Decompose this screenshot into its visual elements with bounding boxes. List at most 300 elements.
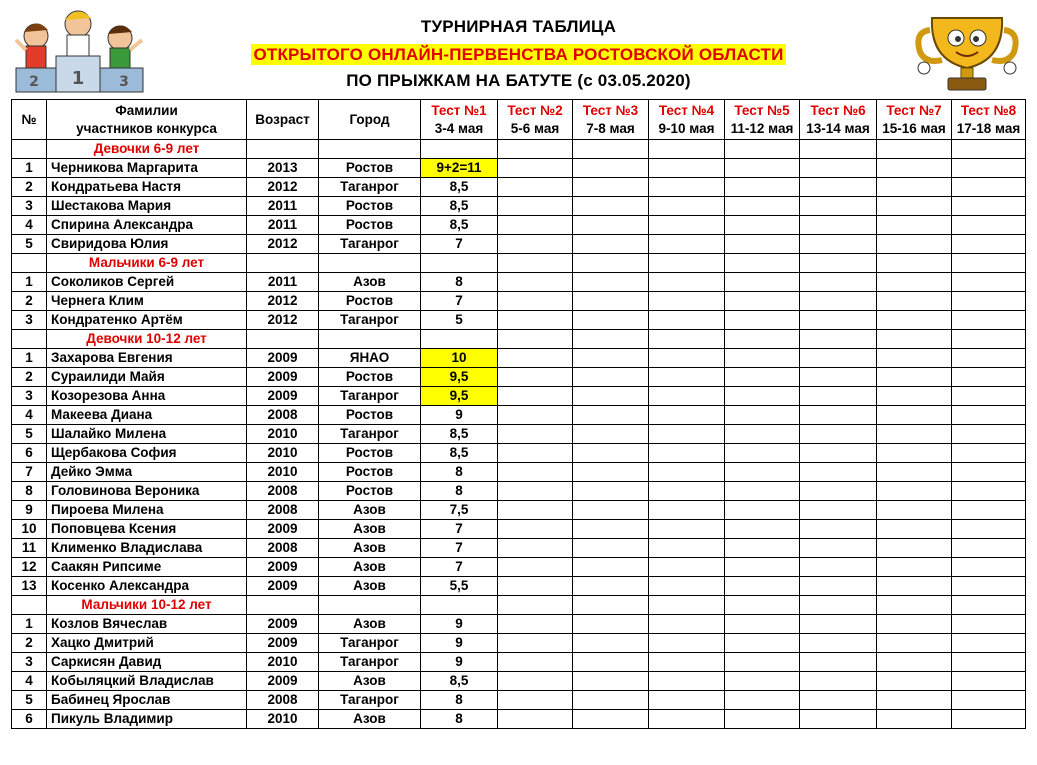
score-cell bbox=[573, 615, 649, 634]
row-number: 4 bbox=[12, 216, 47, 235]
participant-name: Косенко Александра bbox=[47, 577, 247, 596]
empty-cell bbox=[498, 140, 573, 159]
col-city: Город bbox=[319, 100, 421, 140]
row-number: 3 bbox=[12, 653, 47, 672]
score-cell bbox=[952, 539, 1026, 558]
group-num-cell bbox=[12, 140, 47, 159]
table-row bbox=[12, 311, 1026, 330]
test-label: Тест №7 bbox=[886, 102, 942, 118]
score-cell bbox=[952, 178, 1026, 197]
score-cell bbox=[952, 159, 1026, 178]
participant-name: Бабинец Ярослав bbox=[47, 691, 247, 710]
birth-year: 2009 bbox=[247, 349, 319, 368]
score-cell bbox=[725, 520, 800, 539]
test-1-score: 8,5 bbox=[421, 216, 498, 235]
score-cell bbox=[725, 159, 800, 178]
score-cell bbox=[877, 197, 952, 216]
col-test-6 bbox=[800, 100, 877, 140]
test-dates: 17-18 мая bbox=[956, 120, 1021, 136]
score-cell bbox=[800, 368, 877, 387]
score-cell bbox=[725, 425, 800, 444]
score-cell bbox=[573, 368, 649, 387]
score-cell bbox=[800, 558, 877, 577]
participant-name: Кондратьева Настя bbox=[47, 178, 247, 197]
row-number: 5 bbox=[12, 691, 47, 710]
col-name-line1: Фамилии bbox=[115, 102, 178, 118]
score-cell bbox=[877, 653, 952, 672]
score-cell bbox=[877, 425, 952, 444]
empty-cell bbox=[649, 254, 725, 273]
score-cell bbox=[573, 520, 649, 539]
score-cell bbox=[649, 520, 725, 539]
score-cell bbox=[952, 634, 1026, 653]
table-row bbox=[12, 672, 1026, 691]
row-number: 10 bbox=[12, 520, 47, 539]
col-name-line2: участников конкурса bbox=[76, 120, 217, 136]
city: Ростов bbox=[319, 197, 421, 216]
participant-name: Клименко Владислава bbox=[47, 539, 247, 558]
score-cell bbox=[952, 216, 1026, 235]
score-cell bbox=[498, 425, 573, 444]
test-1-score: 8,5 bbox=[421, 672, 498, 691]
score-cell bbox=[952, 444, 1026, 463]
empty-cell bbox=[498, 596, 573, 615]
score-cell bbox=[649, 159, 725, 178]
score-cell bbox=[498, 273, 573, 292]
score-cell bbox=[800, 273, 877, 292]
test-dates: 13-14 мая bbox=[806, 120, 870, 136]
participant-name: Саакян Рипсиме bbox=[47, 558, 247, 577]
table-row bbox=[12, 368, 1026, 387]
score-cell bbox=[649, 406, 725, 425]
score-cell bbox=[877, 349, 952, 368]
score-cell bbox=[649, 292, 725, 311]
table-row bbox=[12, 197, 1026, 216]
row-number: 12 bbox=[12, 558, 47, 577]
score-cell bbox=[498, 387, 573, 406]
test-label: Тест №5 bbox=[734, 102, 790, 118]
group-title: Мальчики 10-12 лет bbox=[47, 596, 247, 615]
score-cell bbox=[649, 482, 725, 501]
table-row bbox=[12, 406, 1026, 425]
score-cell bbox=[649, 558, 725, 577]
score-cell bbox=[498, 691, 573, 710]
score-cell bbox=[800, 159, 877, 178]
participant-name: Пироева Милена bbox=[47, 501, 247, 520]
score-cell bbox=[800, 425, 877, 444]
score-cell bbox=[877, 235, 952, 254]
table-row bbox=[12, 691, 1026, 710]
city: Таганрог bbox=[319, 387, 421, 406]
table-row bbox=[12, 520, 1026, 539]
score-cell bbox=[498, 178, 573, 197]
col-test-2 bbox=[498, 100, 573, 140]
score-cell bbox=[800, 216, 877, 235]
score-cell bbox=[498, 672, 573, 691]
score-cell bbox=[952, 482, 1026, 501]
score-cell bbox=[952, 349, 1026, 368]
group-header-row bbox=[12, 596, 1026, 615]
test-1-score: 5 bbox=[421, 311, 498, 330]
table-row bbox=[12, 482, 1026, 501]
col-test-5 bbox=[725, 100, 800, 140]
table-row bbox=[12, 501, 1026, 520]
row-number: 6 bbox=[12, 710, 47, 729]
city: Ростов bbox=[319, 292, 421, 311]
score-cell bbox=[725, 387, 800, 406]
score-cell bbox=[649, 577, 725, 596]
row-number: 8 bbox=[12, 482, 47, 501]
score-cell bbox=[952, 311, 1026, 330]
score-cell bbox=[498, 159, 573, 178]
city: Азов bbox=[319, 577, 421, 596]
participant-name: Щербакова София bbox=[47, 444, 247, 463]
birth-year: 2012 bbox=[247, 292, 319, 311]
group-num-cell bbox=[12, 254, 47, 273]
score-cell bbox=[800, 520, 877, 539]
city: Ростов bbox=[319, 159, 421, 178]
score-cell bbox=[573, 501, 649, 520]
score-cell bbox=[649, 691, 725, 710]
score-cell bbox=[800, 577, 877, 596]
score-cell bbox=[800, 349, 877, 368]
table-row bbox=[12, 425, 1026, 444]
score-cell bbox=[725, 444, 800, 463]
score-cell bbox=[649, 634, 725, 653]
test-1-score: 5,5 bbox=[421, 577, 498, 596]
score-cell bbox=[649, 539, 725, 558]
test-1-score: 7 bbox=[421, 292, 498, 311]
empty-cell bbox=[573, 596, 649, 615]
score-cell bbox=[573, 349, 649, 368]
empty-cell bbox=[877, 140, 952, 159]
empty-cell bbox=[800, 140, 877, 159]
score-cell bbox=[649, 463, 725, 482]
city: Таганрог bbox=[319, 178, 421, 197]
city: Таганрог bbox=[319, 691, 421, 710]
group-header-row bbox=[12, 140, 1026, 159]
empty-cell bbox=[421, 254, 498, 273]
score-cell bbox=[877, 634, 952, 653]
test-1-score: 8 bbox=[421, 463, 498, 482]
score-cell bbox=[800, 615, 877, 634]
empty-cell bbox=[573, 140, 649, 159]
table-row bbox=[12, 349, 1026, 368]
row-number: 11 bbox=[12, 539, 47, 558]
empty-cell bbox=[319, 596, 421, 615]
table-row bbox=[12, 292, 1026, 311]
score-cell bbox=[725, 539, 800, 558]
empty-cell bbox=[649, 596, 725, 615]
score-cell bbox=[725, 368, 800, 387]
score-cell bbox=[952, 463, 1026, 482]
participant-name: Чернега Клим bbox=[47, 292, 247, 311]
score-cell bbox=[800, 710, 877, 729]
score-cell bbox=[573, 197, 649, 216]
score-cell bbox=[877, 387, 952, 406]
test-label: Тест №4 bbox=[658, 102, 715, 118]
svg-text:3: 3 bbox=[119, 74, 129, 90]
score-cell bbox=[573, 653, 649, 672]
score-cell bbox=[800, 178, 877, 197]
score-cell bbox=[877, 216, 952, 235]
empty-cell bbox=[421, 596, 498, 615]
test-1-score: 7,5 bbox=[421, 501, 498, 520]
empty-cell bbox=[800, 330, 877, 349]
city: Азов bbox=[319, 501, 421, 520]
score-cell bbox=[952, 653, 1026, 672]
score-cell bbox=[800, 311, 877, 330]
participant-name: Поповцева Ксения bbox=[47, 520, 247, 539]
birth-year: 2011 bbox=[247, 216, 319, 235]
score-cell bbox=[877, 577, 952, 596]
city: Азов bbox=[319, 558, 421, 577]
score-cell bbox=[725, 482, 800, 501]
participant-name: Саркисян Давид bbox=[47, 653, 247, 672]
group-header-row bbox=[12, 330, 1026, 349]
score-cell bbox=[725, 634, 800, 653]
col-test-4 bbox=[649, 100, 725, 140]
score-cell bbox=[573, 235, 649, 254]
score-cell bbox=[952, 558, 1026, 577]
score-cell bbox=[877, 178, 952, 197]
participant-name: Спирина Александра bbox=[47, 216, 247, 235]
row-number: 4 bbox=[12, 672, 47, 691]
table-row bbox=[12, 539, 1026, 558]
col-num: № bbox=[12, 100, 47, 140]
row-number: 9 bbox=[12, 501, 47, 520]
score-cell bbox=[498, 520, 573, 539]
birth-year: 2009 bbox=[247, 615, 319, 634]
table-row bbox=[12, 558, 1026, 577]
birth-year: 2012 bbox=[247, 178, 319, 197]
birth-year: 2009 bbox=[247, 520, 319, 539]
empty-cell bbox=[725, 254, 800, 273]
score-cell bbox=[725, 292, 800, 311]
participant-name: Черникова Маргарита bbox=[47, 159, 247, 178]
col-test-8 bbox=[952, 100, 1026, 140]
participant-name: Хацко Дмитрий bbox=[47, 634, 247, 653]
row-number: 6 bbox=[12, 444, 47, 463]
row-number: 7 bbox=[12, 463, 47, 482]
score-cell bbox=[573, 178, 649, 197]
svg-text:1: 1 bbox=[71, 68, 85, 89]
score-cell bbox=[649, 425, 725, 444]
row-number: 13 bbox=[12, 577, 47, 596]
empty-cell bbox=[800, 596, 877, 615]
empty-cell bbox=[800, 254, 877, 273]
score-cell bbox=[800, 444, 877, 463]
test-dates: 5-6 мая bbox=[510, 120, 560, 136]
test-label: Тест №1 bbox=[431, 102, 487, 118]
test-label: Тест №6 bbox=[810, 102, 866, 118]
test-1-score: 10 bbox=[421, 349, 498, 368]
table-body bbox=[12, 140, 1026, 729]
city: Азов bbox=[319, 273, 421, 292]
row-number: 2 bbox=[12, 292, 47, 311]
score-cell bbox=[952, 235, 1026, 254]
group-header-row bbox=[12, 254, 1026, 273]
score-cell bbox=[877, 292, 952, 311]
empty-cell bbox=[877, 596, 952, 615]
table-row bbox=[12, 235, 1026, 254]
test-label: Тест №8 bbox=[960, 102, 1017, 118]
score-cell bbox=[725, 178, 800, 197]
row-number: 5 bbox=[12, 425, 47, 444]
table-row bbox=[12, 216, 1026, 235]
empty-cell bbox=[247, 330, 319, 349]
participant-name: Головинова Вероника bbox=[47, 482, 247, 501]
row-number: 2 bbox=[12, 368, 47, 387]
birth-year: 2008 bbox=[247, 482, 319, 501]
test-dates: 15-16 мая bbox=[882, 120, 946, 136]
score-cell bbox=[498, 235, 573, 254]
test-1-score: 8,5 bbox=[421, 178, 498, 197]
score-cell bbox=[573, 159, 649, 178]
score-cell bbox=[952, 197, 1026, 216]
birth-year: 2012 bbox=[247, 311, 319, 330]
score-cell bbox=[952, 520, 1026, 539]
birth-year: 2008 bbox=[247, 501, 319, 520]
score-cell bbox=[573, 387, 649, 406]
score-cell bbox=[800, 672, 877, 691]
birth-year: 2009 bbox=[247, 558, 319, 577]
score-cell bbox=[877, 539, 952, 558]
score-cell bbox=[952, 387, 1026, 406]
score-cell bbox=[952, 425, 1026, 444]
score-cell bbox=[649, 672, 725, 691]
empty-cell bbox=[952, 330, 1026, 349]
birth-year: 2008 bbox=[247, 691, 319, 710]
score-cell bbox=[877, 672, 952, 691]
score-cell bbox=[877, 691, 952, 710]
score-cell bbox=[877, 406, 952, 425]
score-cell bbox=[649, 444, 725, 463]
score-cell bbox=[498, 634, 573, 653]
city: Таганрог bbox=[319, 311, 421, 330]
participant-name: Шестакова Мария bbox=[47, 197, 247, 216]
test-1-score: 8 bbox=[421, 691, 498, 710]
city: Ростов bbox=[319, 482, 421, 501]
score-cell bbox=[725, 273, 800, 292]
row-number: 1 bbox=[12, 273, 47, 292]
birth-year: 2009 bbox=[247, 368, 319, 387]
score-cell bbox=[877, 273, 952, 292]
city: Ростов bbox=[319, 406, 421, 425]
score-cell bbox=[573, 482, 649, 501]
birth-year: 2010 bbox=[247, 710, 319, 729]
test-1-score: 7 bbox=[421, 520, 498, 539]
participant-name: Соколиков Сергей bbox=[47, 273, 247, 292]
score-cell bbox=[498, 482, 573, 501]
table-row bbox=[12, 710, 1026, 729]
birth-year: 2010 bbox=[247, 444, 319, 463]
test-1-score: 8,5 bbox=[421, 444, 498, 463]
test-1-score: 9,5 bbox=[421, 368, 498, 387]
score-cell bbox=[498, 349, 573, 368]
score-cell bbox=[649, 710, 725, 729]
score-cell bbox=[573, 292, 649, 311]
participant-name: Свиридова Юлия bbox=[47, 235, 247, 254]
group-num-cell bbox=[12, 330, 47, 349]
score-cell bbox=[649, 368, 725, 387]
table-row bbox=[12, 577, 1026, 596]
score-cell bbox=[725, 311, 800, 330]
score-cell bbox=[649, 197, 725, 216]
score-cell bbox=[952, 615, 1026, 634]
participant-name: Пикуль Владимир bbox=[47, 710, 247, 729]
test-1-score: 8,5 bbox=[421, 425, 498, 444]
score-cell bbox=[725, 615, 800, 634]
score-cell bbox=[877, 501, 952, 520]
table-row bbox=[12, 273, 1026, 292]
score-cell bbox=[498, 501, 573, 520]
table-row bbox=[12, 387, 1026, 406]
birth-year: 2008 bbox=[247, 539, 319, 558]
test-1-score: 9 bbox=[421, 406, 498, 425]
birth-year: 2010 bbox=[247, 463, 319, 482]
score-cell bbox=[649, 387, 725, 406]
empty-cell bbox=[649, 330, 725, 349]
score-cell bbox=[573, 444, 649, 463]
birth-year: 2009 bbox=[247, 387, 319, 406]
score-cell bbox=[877, 482, 952, 501]
score-cell bbox=[725, 653, 800, 672]
score-cell bbox=[800, 463, 877, 482]
score-cell bbox=[649, 178, 725, 197]
empty-cell bbox=[952, 254, 1026, 273]
city: ЯНАО bbox=[319, 349, 421, 368]
svg-text:2: 2 bbox=[29, 74, 39, 90]
test-1-score: 9,5 bbox=[421, 387, 498, 406]
score-cell bbox=[952, 368, 1026, 387]
score-cell bbox=[649, 235, 725, 254]
score-cell bbox=[649, 311, 725, 330]
score-cell bbox=[573, 425, 649, 444]
participant-name: Козлов Вячеслав bbox=[47, 615, 247, 634]
participant-name: Козорезова Анна bbox=[47, 387, 247, 406]
empty-cell bbox=[725, 140, 800, 159]
group-title: Мальчики 6-9 лет bbox=[47, 254, 247, 273]
test-1-score: 7 bbox=[421, 539, 498, 558]
city: Ростов bbox=[319, 463, 421, 482]
empty-cell bbox=[319, 330, 421, 349]
score-cell bbox=[498, 539, 573, 558]
birth-year: 2010 bbox=[247, 425, 319, 444]
participant-name: Кондратенко Артём bbox=[47, 311, 247, 330]
page-title: ТУРНИРНАЯ ТАБЛИЦА bbox=[420, 17, 617, 36]
score-cell bbox=[800, 501, 877, 520]
empty-cell bbox=[725, 596, 800, 615]
score-cell bbox=[725, 197, 800, 216]
test-1-score: 9 bbox=[421, 615, 498, 634]
city: Азов bbox=[319, 539, 421, 558]
city: Таганрог bbox=[319, 425, 421, 444]
row-number: 5 bbox=[12, 235, 47, 254]
row-number: 2 bbox=[12, 178, 47, 197]
score-cell bbox=[498, 311, 573, 330]
col-test-7 bbox=[877, 100, 952, 140]
col-test-1 bbox=[421, 100, 498, 140]
score-cell bbox=[498, 197, 573, 216]
city: Азов bbox=[319, 615, 421, 634]
score-cell bbox=[800, 197, 877, 216]
score-cell bbox=[649, 653, 725, 672]
participant-name: Кобыляцкий Владислав bbox=[47, 672, 247, 691]
city: Ростов bbox=[319, 216, 421, 235]
city: Азов bbox=[319, 672, 421, 691]
score-cell bbox=[725, 691, 800, 710]
